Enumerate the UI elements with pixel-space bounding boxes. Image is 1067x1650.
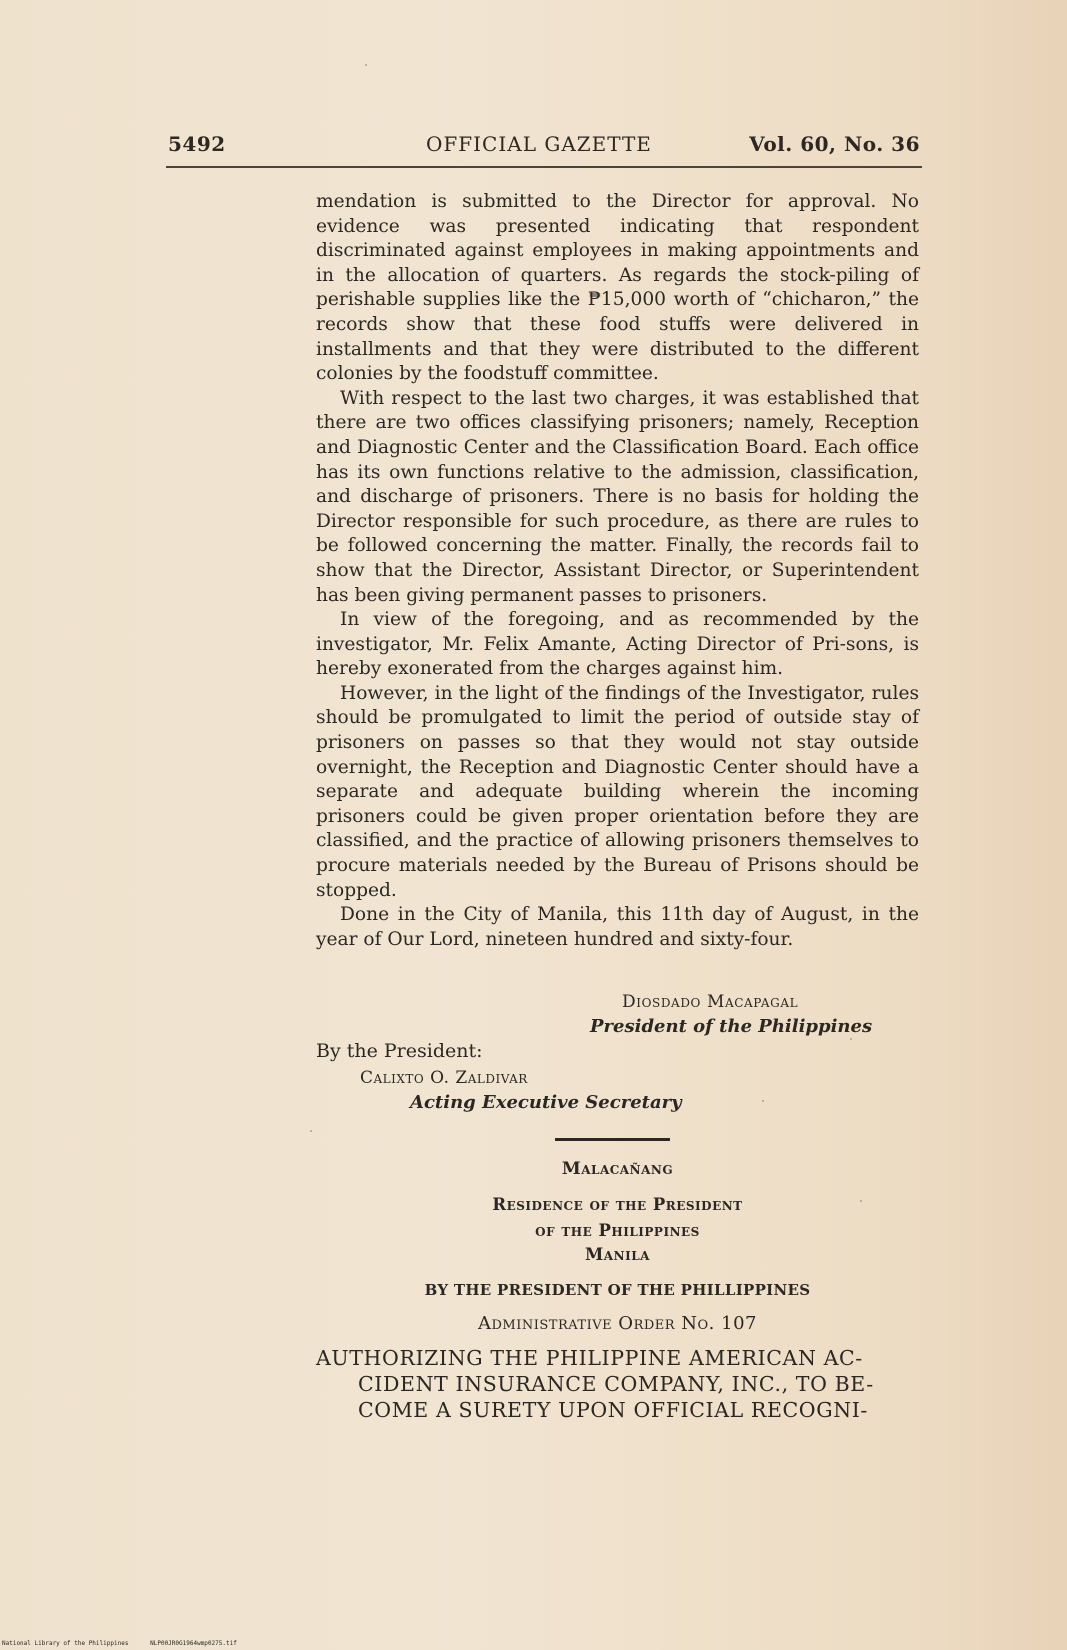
by-president-heading: BY THE PRESIDENT OF THE PHILLIPPINES [424, 1281, 811, 1299]
paragraph: However, in the light of the findings of the Investigator, rules should be promulgated to limit the period of outside stay of prisoners on passes so that they would not stay outside overnight, the Reception and Diagnostic Center should have a separate and adequate building wherein the incoming prisoners could be given proper orientation before they are classified, and the practice of allowing prisoners themselves to procure materials needed by the Bureau of Prisons should be stopped. [316, 682, 919, 901]
paper-speck [762, 1100, 764, 1102]
secretary-name: Calixto O. Zaldivar [360, 1068, 528, 1088]
residence-line-2: of the Philippines [535, 1221, 700, 1240]
body-text [316, 190, 919, 952]
order-title [316, 1345, 919, 1423]
secretary-title: Acting Executive Secretary [410, 1092, 682, 1113]
order-title-line-1: AUTHORIZING THE PHILIPPINE AMERICAN AC- [316, 1346, 863, 1370]
scan-footer [2, 1640, 237, 1647]
paragraph: In view of the foregoing, and as recommended by the investigator, Mr. Felix Amante, Acting Director of Pri-sons, is hereby exonerated from the charges against him. [316, 609, 919, 680]
paragraph: With respect to the last two charges, it was established that there are two offices classifying prisoners; namely, Reception and Diagnostic Center and the Classification Board. Each office has its own functions relative to the admission, classification, and discharge of prisoners. There is no basis for holding the Director responsible for such procedure, as there are rules to be followed concerning the matter. Finally, the records fail to show that the Director, Assistant Director, or Superintendent has been giving permanent passes to prisoners. [316, 387, 919, 606]
residence-line-1: Residence of the President [492, 1195, 743, 1214]
order-title-line-3: COME A SURETY UPON OFFICIAL RECOGNI- [358, 1398, 868, 1422]
publication-title: OFFICIAL GAZETTE [426, 132, 652, 156]
page-number: 5492 [168, 132, 226, 156]
paper-speck [860, 1200, 862, 1202]
by-the-president: By the President: [316, 1040, 483, 1062]
order-number: Administrative Order No. 107 [477, 1313, 757, 1334]
paragraph: mendation is submitted to the Director for approval. No evidence was presented indicating that respondent discriminated against employees in making appointments and in the allocation of quarters. As regards the stock-piling of perishable supplies like the ₱15,000 worth of “chicharon,” the records show that these food stuffs were delivered in installments and that they were distributed to the different colonies by the foodstuff committee. [316, 191, 919, 385]
signatory-name: Diosdado Macapagal [622, 992, 799, 1012]
signatory-title: President of the Philippines [590, 1016, 873, 1037]
footer-source: National Library of the Philippines [2, 1640, 129, 1647]
paragraph: Done in the City of Manila, this 11th day of August, in the year of Our Lord, nineteen hundred and sixty-four. [316, 904, 919, 950]
section-divider [555, 1138, 670, 1141]
paper-speck [365, 64, 367, 66]
order-title-line-2: CIDENT INSURANCE COMPANY, INC., TO BE- [358, 1372, 874, 1396]
volume-number: Vol. 60, No. 36 [749, 132, 920, 156]
header-rule [166, 166, 922, 168]
paper-speck [850, 1038, 852, 1040]
paper-speck [310, 1130, 312, 1132]
footer-file: NLP00JR0G1964wmp0275.tif [150, 1640, 237, 1647]
city-line: Manila [585, 1245, 650, 1264]
page-header [168, 132, 920, 162]
palace-heading: Malacañang [561, 1159, 674, 1179]
